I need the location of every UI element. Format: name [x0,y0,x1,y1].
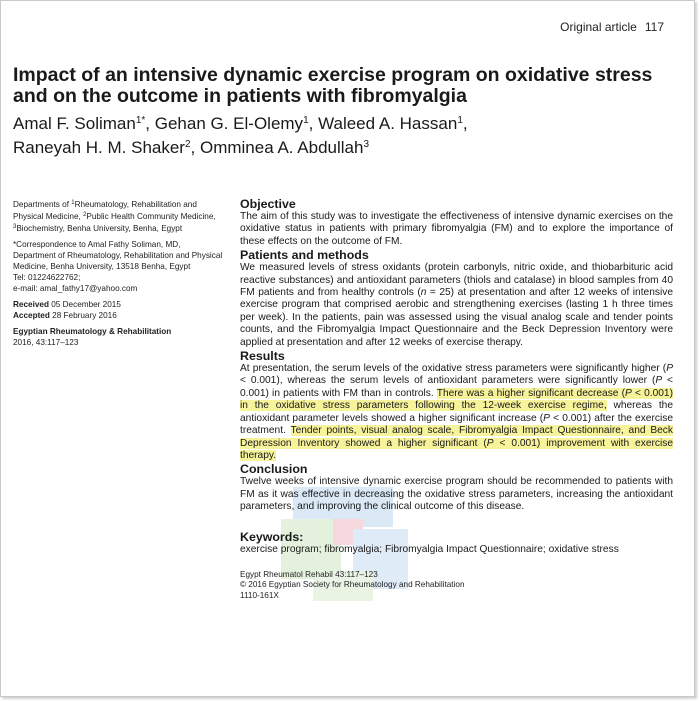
abstract [240,197,673,601]
methods-text: We measured levels of stress oxidants (protein carbonyls, nitric oxide, and thiobarbituric acid reactive substances) and antioxidant parameters (thiols and catalase) in blood samples from 40 FM patients and from healthy controls (n = 25) at presentation and after 12 weeks of intensive exercise program that comprised aerobic and strengthening exercises (lasting 1 h three times per week). In the patients, pain was assessed using the visual analog scale and tender points counts, and the Fibromyalgia Impact Questionnaire and the Beck Depression Inventory were applied at presentation and after 12 weeks of exercise therapy. [240,262,673,348]
issn: 1110-161X [240,590,279,600]
author-name: Gehan G. El-Olemy [154,114,304,133]
affiliation-column [13,198,223,348]
correspondence: *Correspondence to Amal Fathy Soliman, MD, Department of Rheumatology, Rehabilitation and Physical Medicine, Benha University, 13518 Benha, Egypt [13,240,223,271]
results-heading: Results [240,349,285,364]
journal-reference: 2016, 43:117–123 [13,338,79,347]
keywords-text: exercise program; fibromyalgia; Fibromyalgia Impact Questionnaire; oxidative stress [240,543,619,555]
article-footer [240,570,673,602]
page-number: 117 [644,20,664,34]
citation: Egypt Rheumatol Rehabil 43:117–123 [240,569,378,579]
telephone: Tel: 01224622762; [13,273,81,282]
section-label: Original article [560,20,637,34]
copyright: © 2016 Egyptian Society for Rheumatology and Rehabilitation [240,580,465,590]
author-name: Raneyah H. M. Shaker [13,138,185,157]
objective-text: The aim of this study was to investigate the effectiveness of intensive dynamic exercises on the oxidative status in patients with primary fibromyalgia (FM) and to explore the importance of these effects on the outcome of FM. [240,211,673,247]
running-header [560,20,664,34]
objective-heading: Objective [240,197,296,211]
article-title: Impact of an intensive dynamic exercise program on oxidative stress and on the outcome in patients with fibromyalgia [13,64,653,107]
author-list: Amal F. Soliman$^{1*}$, Gehan G. El-Olemy$^1$, Waleed A. Hassan$^1$, Raneyah H. M. Shaker$^2$, Omminea A. Abdullah$^3$ [13,114,468,157]
conclusion-text: Twelve weeks of intensive dynamic exercise program should be recommended to patients with FM as it was effective in decreasing the oxidative stress parameters, increasing the antioxidant parameters, and improving the clinical outcome of this disease. [240,476,673,513]
received-date: Received 05 December 2015 [13,300,121,309]
author-name: Amal F. Soliman [13,114,136,133]
results-text: At presentation, the serum levels of the oxidative stress parameters were significantly higher (P < 0.001), whereas the serum levels of antioxidant parameters were significantly lower (P < 0.001) in patients with FM than in controls. There was a higher significant decrease (P < 0.001) in the oxidative stress parameters following the 12-week exercise regime, whereas the antioxidant parameter levels showed a higher significant increase (P < 0.001) after the exercise treatment. Tender points, visual analog scale, Fibromyalgia Impact Questionnaire, and Beck Depression Inventory showed a higher significant (P < 0.001) improvement with exercise therapy. [240,363,673,461]
conclusion-heading: Conclusion [240,462,308,477]
methods-heading: Patients and methods [240,248,369,263]
author-name: Omminea A. Abdullah [199,138,364,157]
affiliations: Departments of $^1$Rheumatology, Rehabilitation and Physical Medicine, $^2$Public Health Community Medicine, $^3$Biochemistry, Benha University, Benha, Egypt [13,200,216,233]
highlight: Tender points, visual analog scale, Fibromyalgia Impact Questionnaire, and Beck Depression Inventory showed a higher significant (P < 0.001) improvement with exercise therapy. [240,425,673,461]
highlight: There was a higher significant decrease (P < 0.001) in the oxidative stress parameters following the 12-week exercise regime, [240,387,673,412]
keywords-heading: Keywords: [240,529,304,544]
journal-name: Egyptian Rheumatology & Rehabilitation [13,327,172,336]
accepted-date: Accepted 28 February 2016 [13,311,117,320]
email-address[interactable]: e-mail: amal_fathy17@yahoo.com [13,284,138,293]
author-name: Waleed A. Hassan [318,114,458,133]
